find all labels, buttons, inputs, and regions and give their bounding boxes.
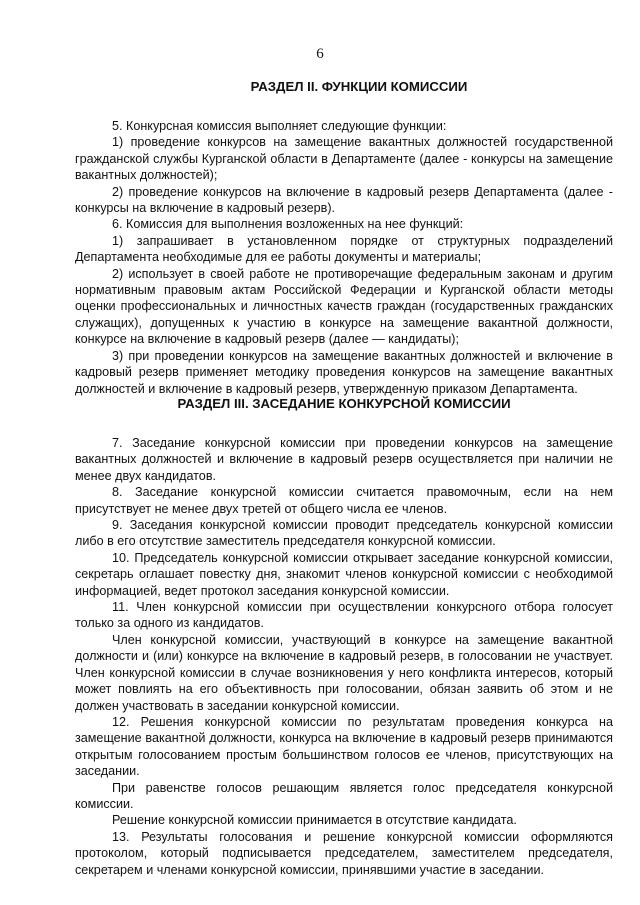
paragraph: 1) проведение конкурсов на замещение вакантных должностей государственной гражданской службы Курганской области в Департаменте (далее - конкурсы на замещение вакантных должностей);: [75, 135, 613, 183]
paragraph: 3) при проведении конкурсов на замещение вакантных должностей и включение в кадровый резерв применяет методику проведения конкурсов на замещение вакантных должностей и включение в кадровый резерв, утвержденную приказом Департамента.: [75, 348, 613, 396]
paragraph: 8. Заседание конкурсной комиссии считается правомочным, если на нем присутствует не менее двух третей от общего числа ее членов.: [75, 485, 613, 516]
paragraph: 5. Конкурсная комиссия выполняет следующие функции:: [112, 119, 447, 133]
paragraph: 10. Председатель конкурсной комиссии открывает заседание конкурсной комиссии, секретарь оглашает повестку дня, знакомит членов конкурсной комиссии с необходимой информацией, ведет протокол заседания конкурсной комиссии.: [75, 550, 613, 598]
section-functions: [75, 78, 613, 397]
paragraph: 6. Комиссия для выполнения возложенных на нее функций:: [112, 217, 464, 232]
paragraph: Решение конкурсной комиссии принимается в отсутствие кандидата.: [112, 813, 517, 828]
paragraph: 12. Решения конкурсной комиссии по результатам проведения конкурса на замещение вакантной должности, конкурса на включение в кадровый резерв принимаются открытым голосованием простым большинством голосов ее членов, присутствующих на заседании.: [75, 714, 613, 779]
paragraph: Член конкурсной комиссии, участвующий в конкурсе на замещение вакантной должности и (или) конкурсе на включение в кадровый резерв, в голосовании не участвует. Член конкурсной комиссии в случае возникновения у него конфликта интересов, который может повлиять на его объективность при голосовании, обязан заявить об этом и не должен участвовать в заседании конкурсной комиссии.: [75, 632, 613, 713]
paragraph: 2) использует в своей работе не противоречащие федеральным законам и другим нормативным правовым актам Российской Федерации и Курганской области методы оценки профессиональных и личностных качеств граждан (государственных гражданских служащих), допущенных к участию в конкурсе на замещение вакантной должности, конкурсе на включение в кадровый резерв (далее — кандидаты);: [75, 266, 613, 347]
paragraph: 1) запрашивает в установленном порядке от структурных подразделений Департамента необходимые для ее работы документы и материалы;: [75, 233, 613, 265]
section-heading-meeting: РАЗДЕЛ III. ЗАСЕДАНИЕ КОНКУРСНОЙ КОМИССИИ: [177, 396, 511, 411]
section-functions-paragraphs: [75, 118, 613, 397]
paragraph: 13. Результаты голосования и решение конкурсной комиссии оформляются протоколом, который подписывается председателем, заместителем председателя, секретарем и членами конкурсной комиссии, принявшими участие в заседании.: [75, 829, 613, 877]
section-meeting-paragraphs: [75, 435, 613, 878]
section-meeting: [75, 395, 613, 878]
page-number: 6: [316, 46, 324, 62]
paragraph: 2) проведение конкурсов на включение в кадровый резерв Департамента (далее - конкурсы на включение в кадровый резерв).: [75, 184, 613, 216]
section-heading-functions: РАЗДЕЛ II. ФУНКЦИИ КОМИССИИ: [250, 79, 468, 94]
paragraph: 11. Член конкурсной комиссии при осуществлении конкурсного отбора голосует только за одного из кандидатов.: [75, 600, 613, 631]
paragraph: 7. Заседание конкурсной комиссии при проведении конкурсов на замещение вакантных должностей и включение в кадровый резерв осуществляется при наличии не менее двух кандидатов.: [75, 436, 613, 483]
paragraph: При равенстве голосов решающим является голос председателя конкурсной комиссии.: [75, 780, 613, 811]
paragraph: 9. Заседания конкурсной комиссии проводит председатель конкурсной комиссии либо в его отсутствие заместитель председателя конкурсной комиссии.: [75, 518, 613, 549]
